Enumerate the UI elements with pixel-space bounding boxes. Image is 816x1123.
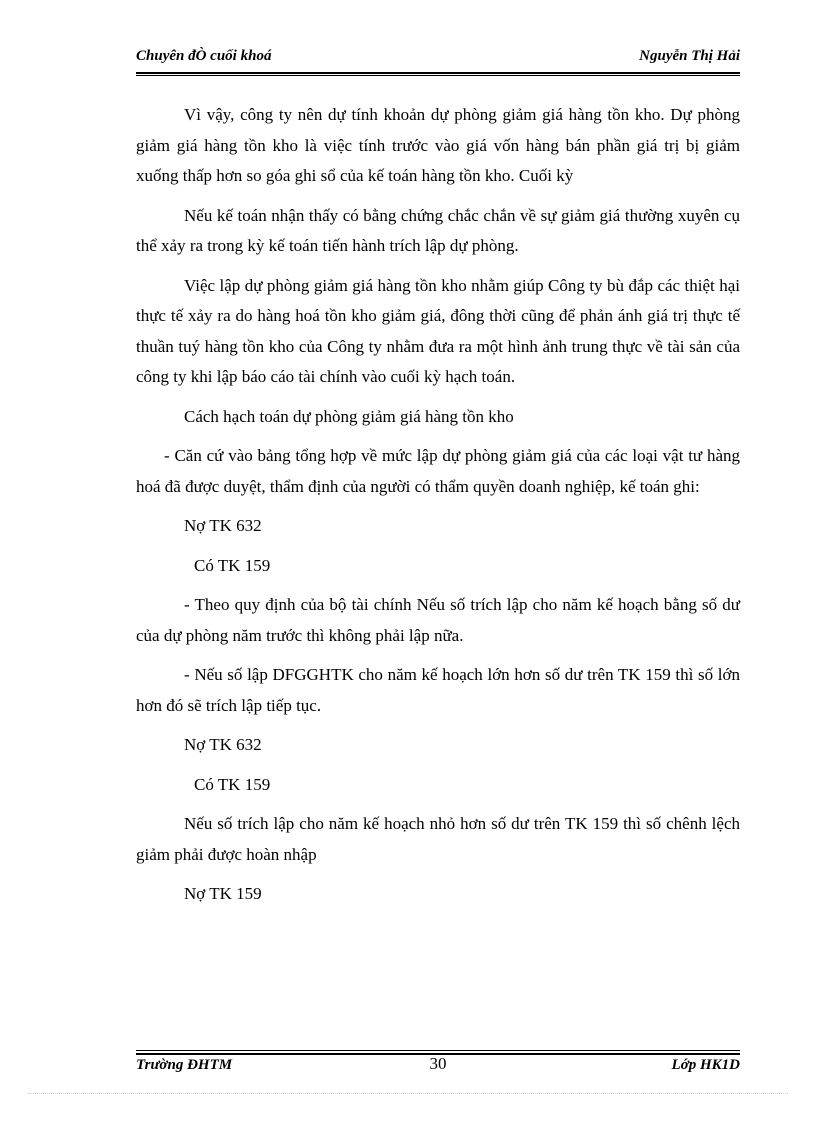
header-title: Chuyên đÒ cuối khoá [136,48,272,64]
paragraph-smaller: Nếu số trích lập cho năm kế hoạch nhỏ hơn số dư trên TK 159 thì số chênh lệch giảm phải được hoàn nhập [136,814,740,864]
entry-debit-632: Nợ TK 632 [184,516,262,535]
entry-credit-159-2: Có TK 159 [194,774,271,794]
paragraph-provision-intro: Vì vậy, công ty nên dự tính khoản dự phòng giảm giá hàng tồn kho. Dự phòng giảm giá hàng tồn kho là việc tính trước vào giá vốn hàng bán phần giá trị bị giảm xuống thấp hơn so góa ghi sổ của kế toán hàng tồn kho. Cuối kỳ [136,105,740,185]
paragraph-regulation: - Theo quy định của bộ tài chính Nếu số trích lập cho năm kế hoạch bằng số dư của dự phòng năm trước thì không phải lập nữa. [136,595,740,645]
paragraph-basis: - Căn cứ vào bảng tổng hợp về mức lập dự phòng giảm giá của các loại vật tư hàng hoá đã được duyệt, thẩm định của người có thẩm quyền doanh nghiệp, kế toán ghi: [136,446,740,496]
entry-debit-159: Nợ TK 159 [184,884,262,903]
footer-class: Lớp HK1D [671,1057,740,1073]
page-footer [136,1054,740,1078]
paragraph-purpose: Việc lập dự phòng giảm giá hàng tồn kho nhằm giúp Công ty bù đắp các thiệt hại thực tế xảy ra do hàng hoá tồn kho giảm giá, đông thời cũng để phản ánh giá trị thực tế thuần tuý hàng tồn kho của Công ty nhằm đưa ra một hình ảnh trung thực về tài sản của công ty khi lập báo cáo tài chính vào cuối kỳ hạch toán. [136,275,740,386]
paragraph-evidence: Nếu kế toán nhận thấy có bằng chứng chắc chắn về sự giảm giá thường xuyên cụ thể xảy ra trong kỳ kế toán tiến hành trích lập dự phòng. [136,205,740,255]
page-bottom-dotted-edge [28,1093,788,1094]
paragraph-method-heading: Cách hạch toán dự phòng giảm giá hàng tồn kho [184,406,514,426]
entry-credit-159: Có TK 159 [194,555,271,575]
header-author: Nguyễn Thị Hải [639,48,740,64]
paragraph-greater: - Nếu số lập DFGGHTK cho năm kế hoạch lớn hơn số dư trên TK 159 thì số lớn hơn đó sẽ trích lập tiếp tục. [136,665,740,715]
page-number: 30 [429,1054,447,1073]
document-body [136,100,740,910]
footer-school: Trường ĐHTM [136,1057,233,1073]
header-rule-thick [136,72,740,74]
entry-debit-632-2: Nợ TK 632 [184,735,262,754]
page-header [136,48,740,70]
header-rule-thin [136,75,740,76]
footer-rule-thin [136,1050,740,1051]
